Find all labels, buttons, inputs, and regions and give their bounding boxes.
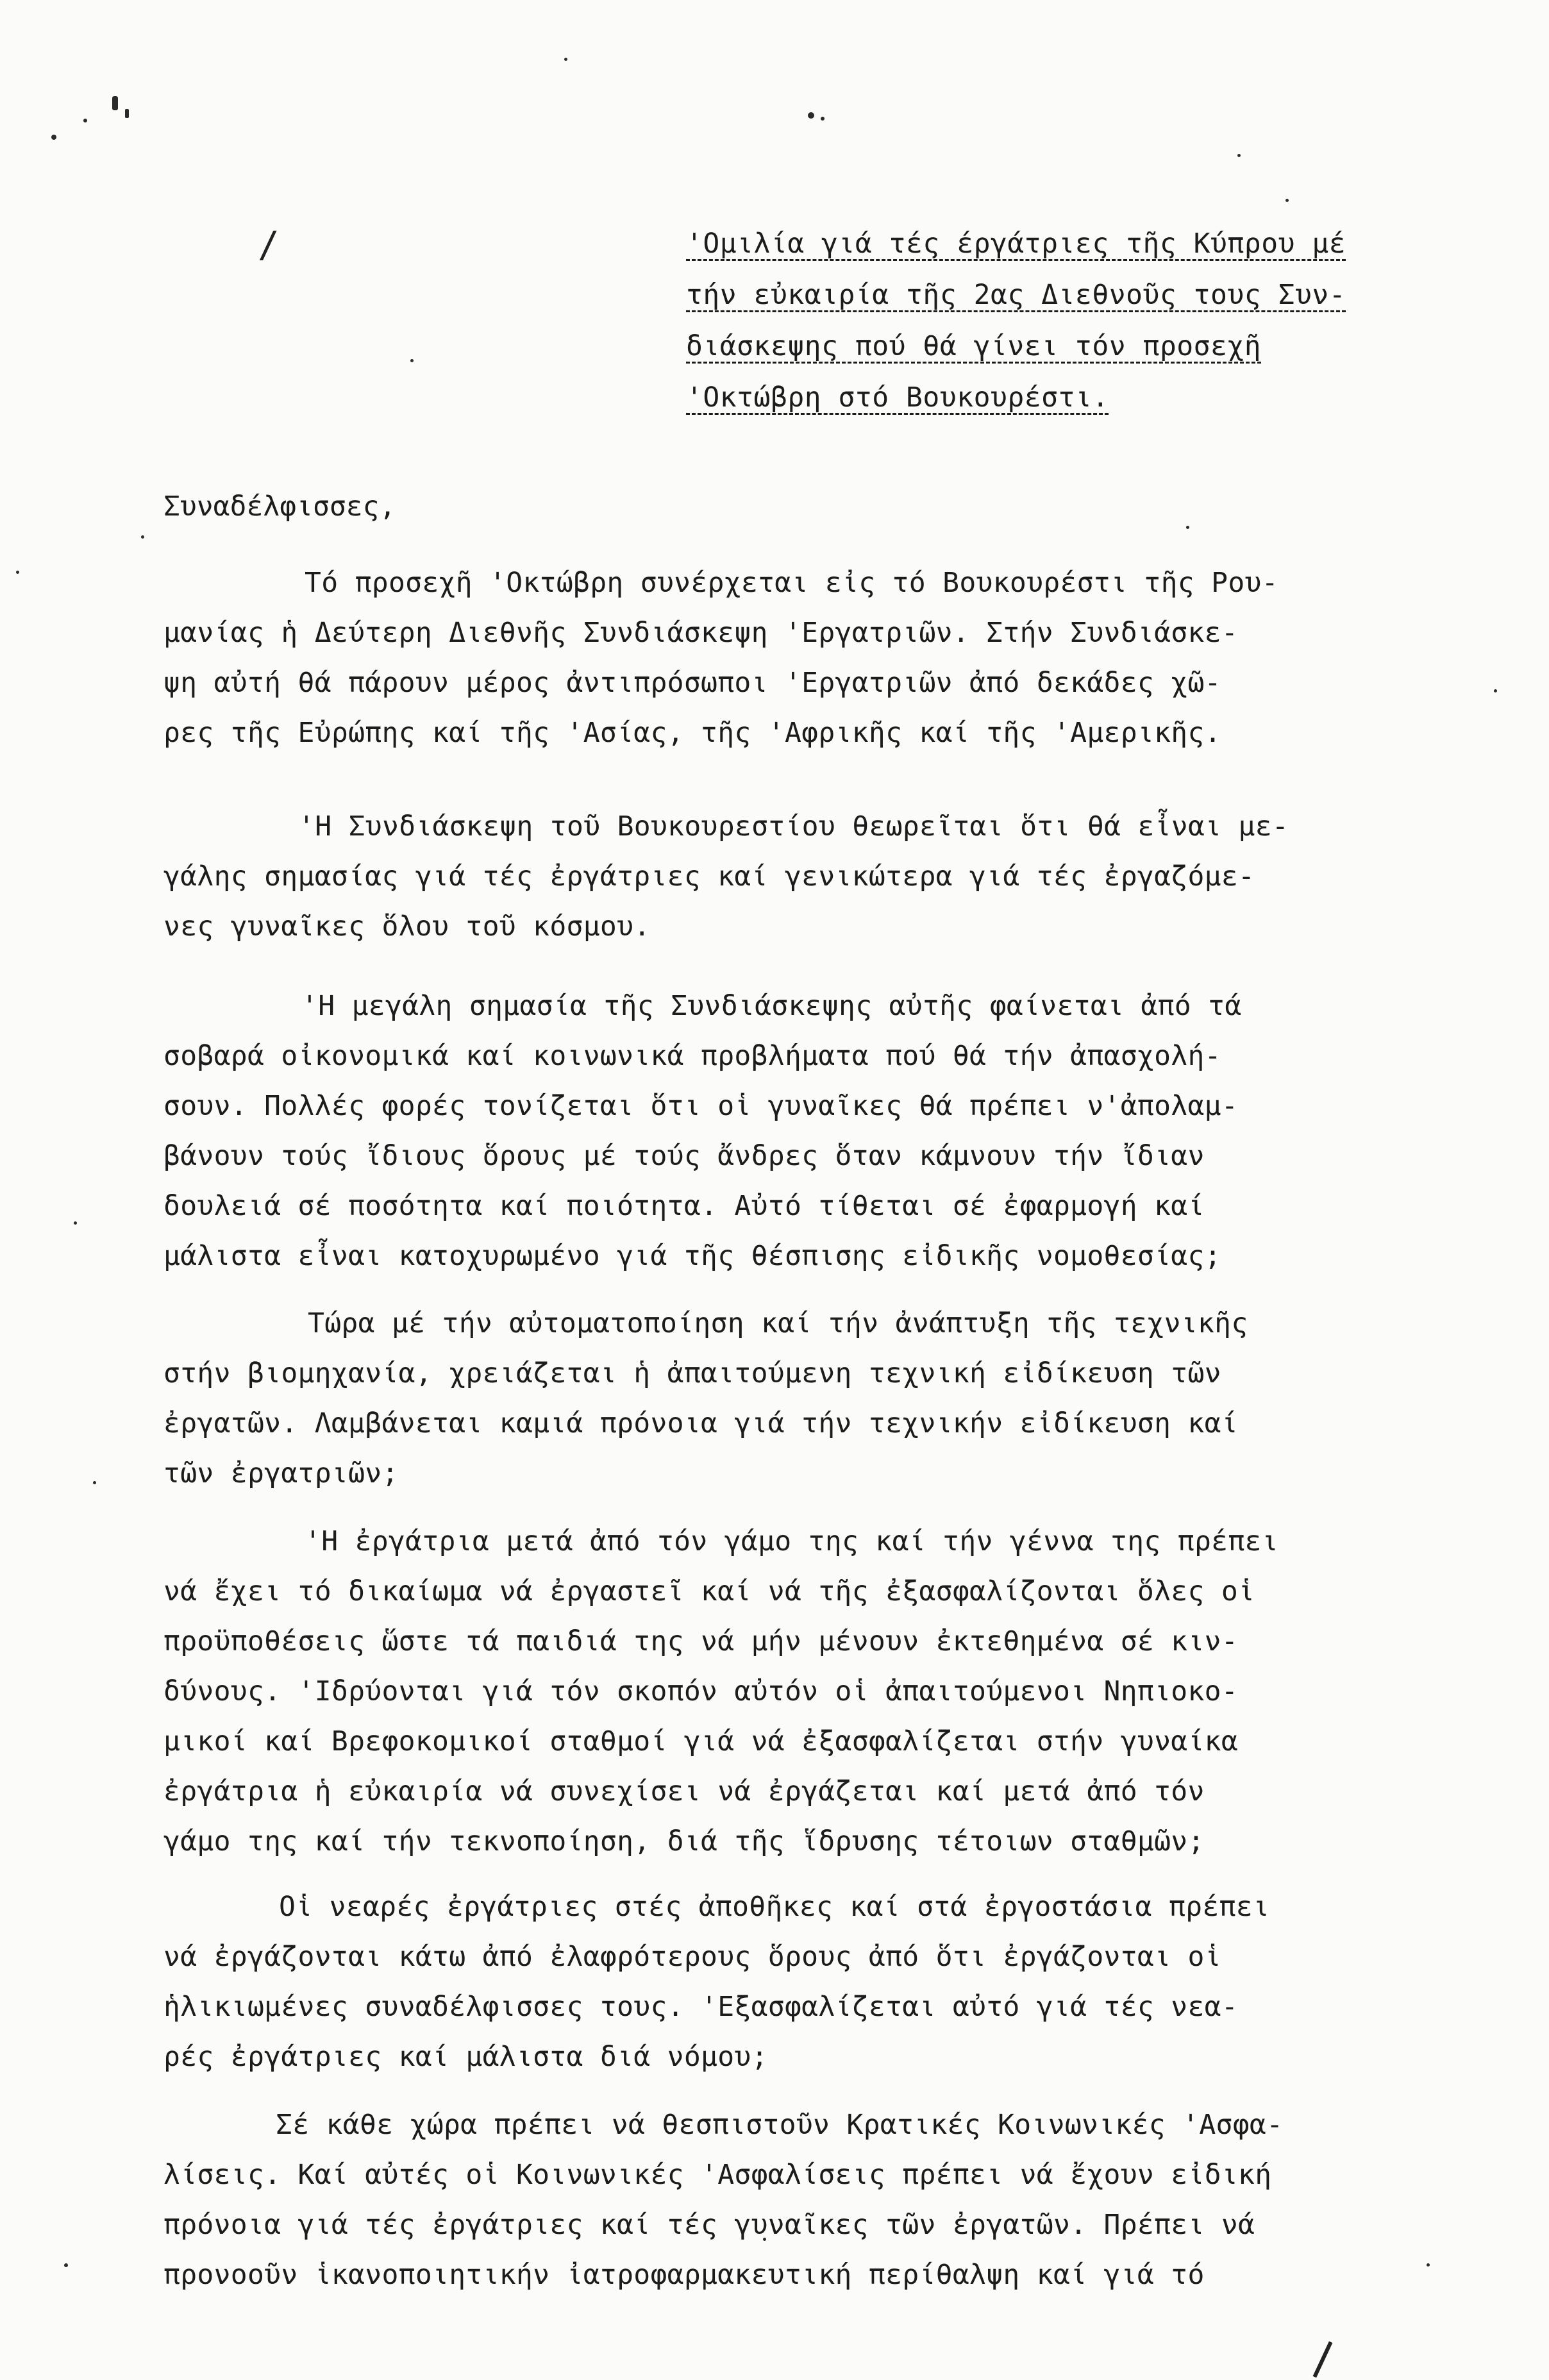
- scan-speck: [564, 58, 567, 61]
- text-line: μικοί καί Βρεφοκομικοί σταθμοί γιά νά ἐξασφαλίζεται στήν γυναίκα: [163, 1725, 1239, 1757]
- text-line: νά ἐργάζονται κάτω ἀπό ἐλαφρότερους ὅρους ἀπό ὅτι ἐργάζονται οἱ: [163, 1941, 1221, 1973]
- text-line: 'Η μεγάλη σημασία τῆς Συνδιάσκεψης αὐτῆς φαίνεται ἀπό τά: [301, 990, 1242, 1022]
- text-line: 'Η ἐργάτρια μετά ἀπό τόν γάμο της καί τήν γέννα της πρέπει: [305, 1525, 1278, 1557]
- paragraph-2: [163, 801, 1452, 951]
- text-line: 'Η Συνδιάσκεψη τοῦ Βουκουρεστίου θεωρεῖται ὅτι θά εἶναι με-: [298, 810, 1289, 842]
- text-line: δύνους. 'Ιδρύονται γιά τόν σκοπόν αὐτόν οἱ ἀπαιτούμενοι Νηπιοκο-: [163, 1675, 1239, 1707]
- text-line: σοβαρά οἰκονομικά καί κοινωνικά προβλήματα πού θά τήν ἀπασχολή-: [163, 1040, 1221, 1072]
- text-line: γάμο της καί τήν τεκνοποίηση, διά τῆς ἵδρυσης τέτοιων σταθμῶν;: [163, 1825, 1205, 1857]
- text-line: σουν. Πολλές φορές τονίζεται ὅτι οἱ γυναῖκες θά πρέπει ν'ἀπολαμ-: [163, 1090, 1239, 1122]
- scan-speck: [51, 135, 56, 140]
- paragraph-4: [163, 1298, 1452, 1498]
- scan-speck: [64, 2263, 68, 2267]
- text-line: προνοοῦν ἱκανοποιητικήν ἰατροφαρμακευτική περίθαλψη καί γιά τό: [163, 2259, 1205, 2291]
- paragraph-3: [163, 981, 1452, 1281]
- scan-speck: [808, 112, 814, 119]
- paragraph-5: [163, 1516, 1452, 1866]
- text-line: Τό προσεχῆ 'Οκτώβρη συνέρχεται εἰς τό Βουκουρέστι τῆς Ρου-: [305, 567, 1278, 599]
- title-line: 'Οκτώβρη στό Βουκουρέστι.: [686, 381, 1109, 414]
- text-line: ἡλικιωμένες συναδέλφισσες τους. 'Εξασφαλίζεται αὐτό γιά τές νεα-: [163, 1991, 1239, 2023]
- text-line: νες γυναῖκες ὅλου τοῦ κόσμου.: [163, 910, 651, 943]
- text-line: Τώρα μέ τήν αὐτοματοποίηση καί τήν ἀνάπτυξη τῆς τεχνικῆς: [308, 1307, 1248, 1339]
- paragraph-7: [163, 2100, 1452, 2300]
- scan-speck: [83, 119, 87, 122]
- text-line: προϋποθέσεις ὥστε τά παιδιά της νά μήν μένουν ἐκτεθημένα σέ κιν-: [163, 1625, 1239, 1657]
- text-line: ψη αὐτή θά πάρουν μέρος ἀντιπρόσωποι 'Εργατριῶν ἀπό δεκάδες χῶ-: [163, 667, 1221, 699]
- text-line: ἐργάτρια ἡ εὐκαιρία νά συνεχίσει νά ἐργάζεται καί μετά ἀπό τόν: [163, 1775, 1205, 1807]
- text-line: γάλης σημασίας γιά τές ἐργάτριες καί γενικώτερα γιά τές ἐργαζόμε-: [163, 860, 1255, 892]
- text-line: Σέ κάθε χώρα πρέπει νά θεσπιστοῦν Κρατικές Κοινωνικές 'Ασφα-: [276, 2109, 1284, 2141]
- scan-speck: [112, 96, 118, 110]
- paragraph-1: [163, 558, 1452, 758]
- paragraph-6: [163, 1882, 1452, 2082]
- text-line: νά ἔχει τό δικαίωμα νά ἐργαστεῖ καί νά τῆς ἐξασφαλίζονται ὅλες οἱ: [163, 1575, 1255, 1607]
- text-line: ρες τῆς Εὐρώπης καί τῆς 'Ασίας, τῆς 'Αφρικῆς καί τῆς 'Αμερικῆς.: [163, 717, 1221, 749]
- text-line: λίσεις. Καί αὐτές οἱ Κοινωνικές 'Ασφαλίσεις πρέπει νά ἔχουν εἰδική: [163, 2159, 1272, 2191]
- scan-speck: [1186, 526, 1189, 529]
- text-line: πρόνοια γιά τές ἐργάτριες καί τές γυναῖκες τῶν ἐργατῶν. Πρέπει νά: [163, 2209, 1255, 2241]
- scan-speck: [93, 1481, 96, 1484]
- text-line: δουλειά σέ ποσότητα καί ποιότητα. Αὐτό τίθεται σέ ἐφαρμογή καί: [163, 1190, 1205, 1222]
- document-title: [686, 218, 1481, 423]
- text-line: Οἱ νεαρές ἐργάτριες στές ἀποθῆκες καί στά ἐργοστάσια πρέπει: [279, 1891, 1270, 1923]
- text-line: μανίας ἡ Δεύτερη Διεθνῆς Συνδιάσκεψη 'Εργατριῶν. Στήν Συνδιάσκε-: [163, 617, 1239, 649]
- handwritten-slash-mark: /: [258, 224, 280, 266]
- text-line: ρές ἐργάτριες καί μάλιστα διά νόμου;: [163, 2041, 768, 2073]
- scan-speck: [821, 117, 825, 121]
- title-line: τήν εὐκαιρία τῆς 2ας Διεθνοῦς τους Συν-: [686, 279, 1346, 311]
- handwritten-stroke-mark: [1313, 2342, 1333, 2378]
- text-line: τῶν ἐργατριῶν;: [163, 1457, 399, 1489]
- title-line: διάσκεψης πού θά γίνει τόν προσεχῆ: [686, 330, 1262, 362]
- scan-speck: [1237, 154, 1241, 157]
- scan-speck: [74, 1221, 77, 1225]
- scan-speck: [1285, 199, 1289, 202]
- scan-speck: [141, 535, 144, 539]
- text-line: ἐργατῶν. Λαμβάνεται καμιά πρόνοια γιά τήν τεχνικήν εἰδίκευση καί: [163, 1407, 1239, 1439]
- text-line: στήν βιομηχανία, χρειάζεται ἡ ἀπαιτούμενη τεχνική εἰδίκευση τῶν: [163, 1357, 1221, 1389]
- scan-speck: [16, 571, 19, 574]
- scan-speck: [125, 109, 129, 118]
- scan-speck: [1494, 689, 1497, 692]
- title-line: 'Ομιλία γιά τές έργάτριες τῆς Κύπρου μέ: [686, 228, 1346, 260]
- text-line: μάλιστα εἶναι κατοχυρωμένο γιά τῆς θέσπισης εἰδικῆς νομοθεσίας;: [163, 1240, 1221, 1272]
- salutation: Συναδέλφισσες,: [163, 490, 396, 523]
- text-line: βάνουν τούς ἴδιους ὅρους μέ τούς ἄνδρες ὅταν κάμνουν τήν ἴδιαν: [163, 1140, 1205, 1172]
- scan-speck: [410, 359, 414, 362]
